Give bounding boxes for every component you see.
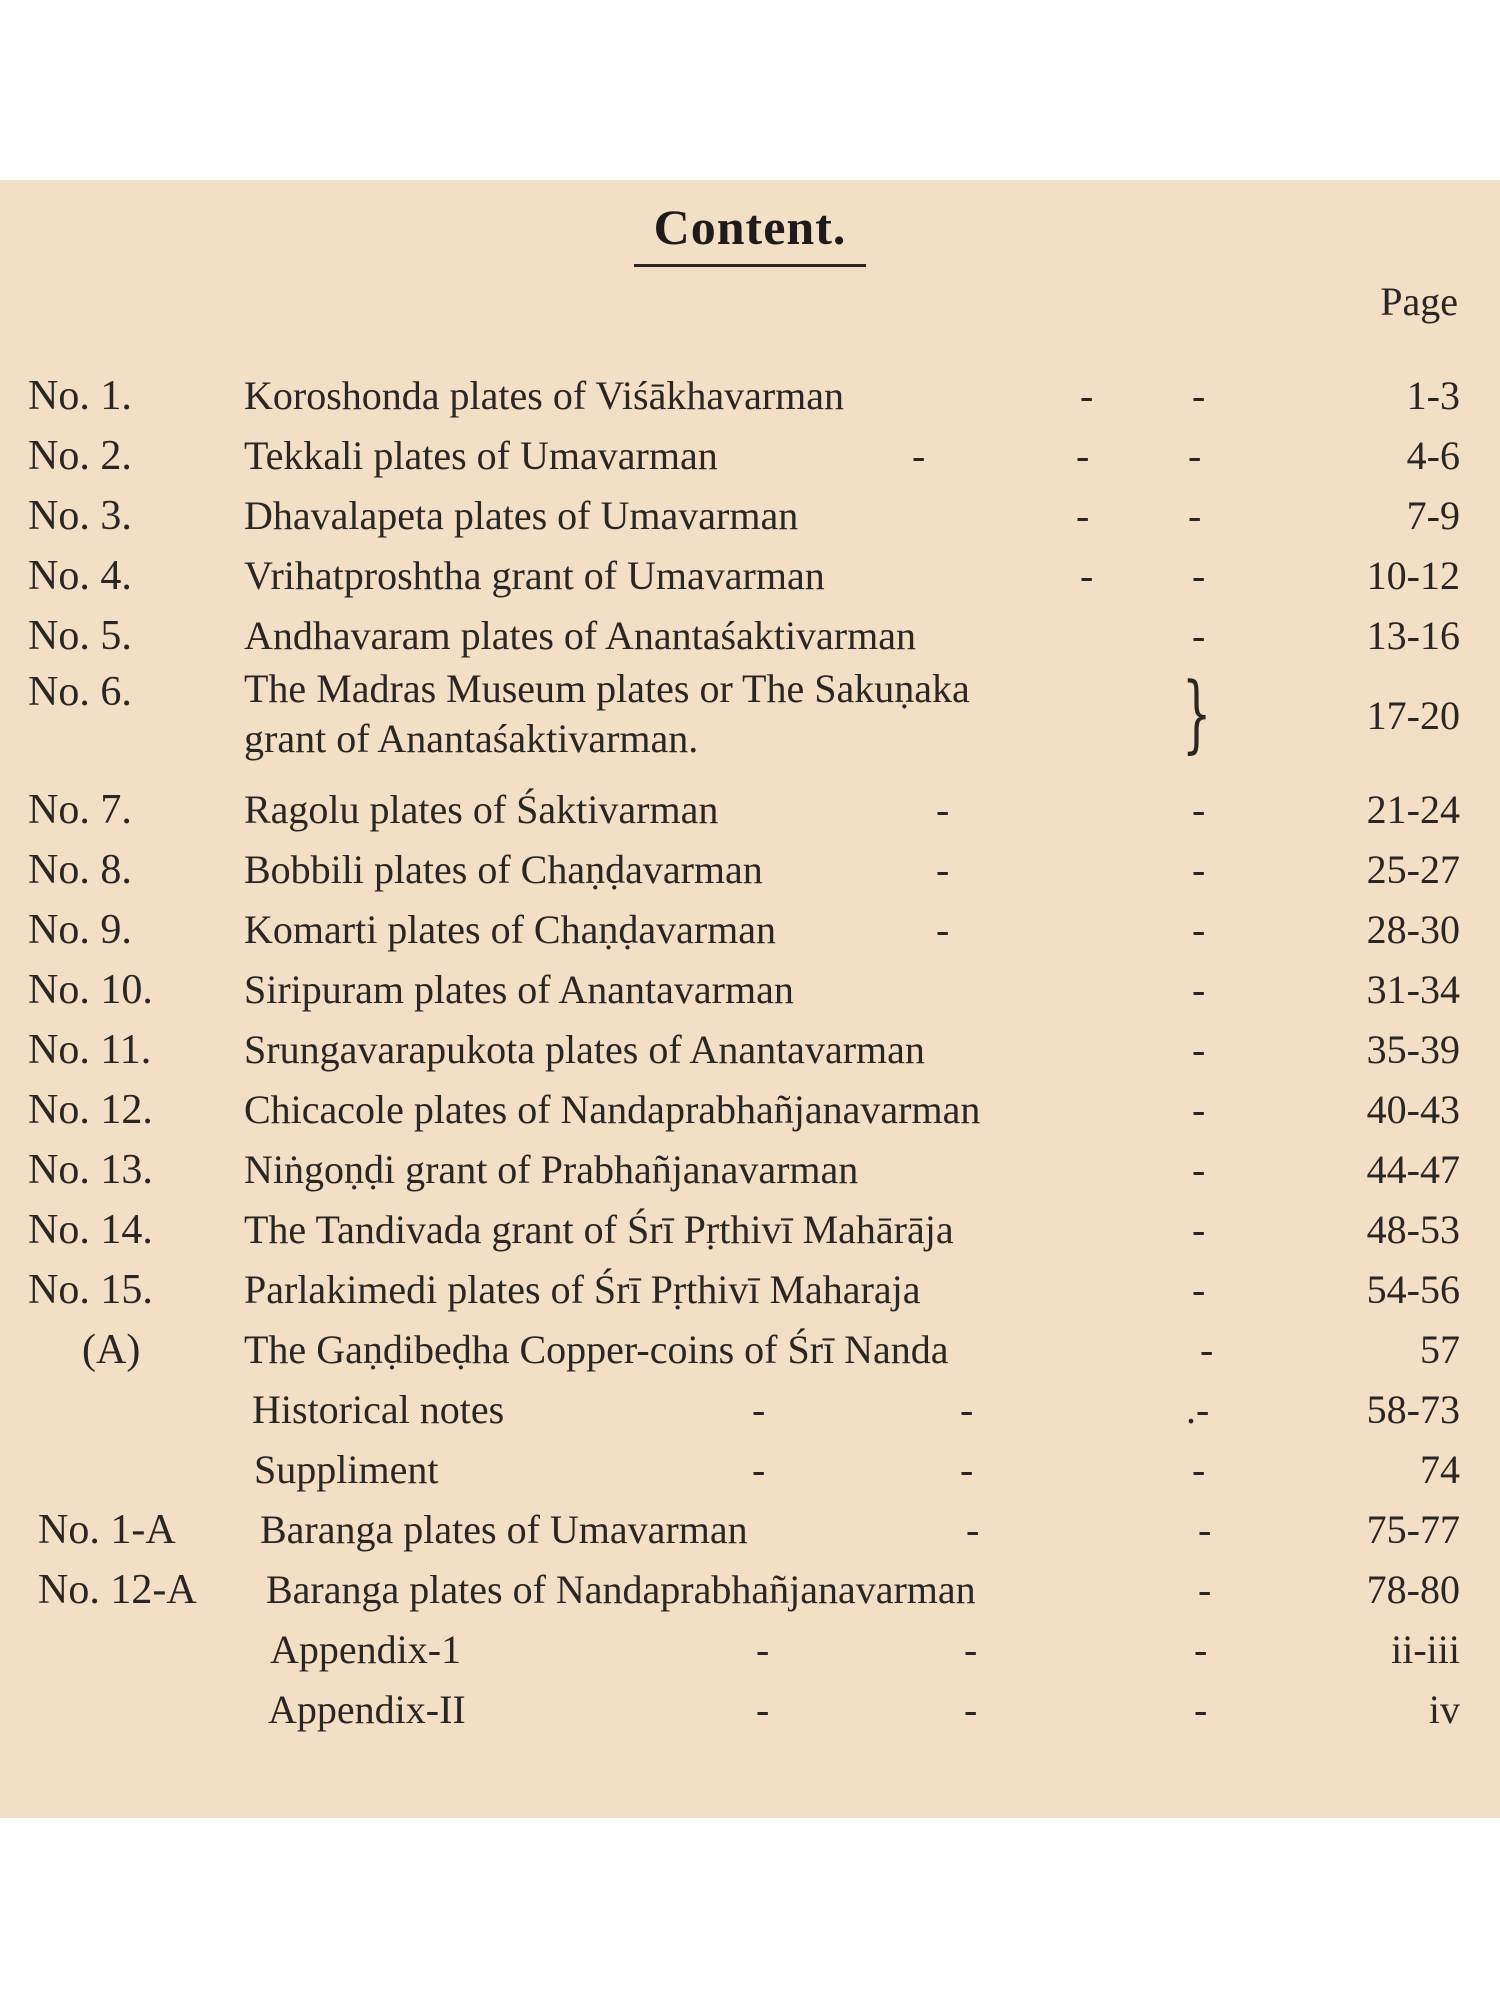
toc-entry-suppliment — [0, 1442, 1500, 1498]
entry-number: No. 14. — [28, 1207, 153, 1253]
entry-pages: 1-3 — [1406, 373, 1460, 418]
entry-title: Ragolu plates of Śaktivarman — [244, 787, 719, 832]
toc-entry-appendix-2 — [0, 1682, 1500, 1738]
leader-dash: - — [752, 1387, 766, 1432]
entry-pages: 44-47 — [1366, 1147, 1460, 1192]
entry-pages: 75-77 — [1366, 1507, 1460, 1552]
leader-dash: - — [960, 1387, 974, 1432]
toc-entry-15a — [0, 1322, 1500, 1378]
entry-title: Chicacole plates of Nandaprabhañjanavarman — [244, 1087, 981, 1132]
toc-entry-2 — [0, 428, 1500, 484]
toc-entry-7 — [0, 782, 1500, 838]
toc-entry-13 — [0, 1142, 1500, 1198]
leader-dash: - — [1080, 553, 1094, 598]
entry-pages: 13-16 — [1366, 613, 1460, 658]
leader-dash: - — [1192, 1267, 1206, 1312]
toc-entry-8 — [0, 842, 1500, 898]
entry-pages: 74 — [1420, 1447, 1460, 1492]
leader-dash: - — [1188, 433, 1202, 478]
entry-pages: 57 — [1420, 1327, 1460, 1372]
entry-pages: iv — [1428, 1687, 1460, 1732]
entry-title: Bobbili plates of Chaṇḍavarman — [244, 847, 763, 892]
entry-pages: 25-27 — [1366, 847, 1460, 892]
grouping-brace: } — [1182, 664, 1212, 762]
entry-title: Baranga plates of Nandaprabhañjanavarman — [266, 1567, 976, 1612]
entry-title: Appendix-II — [268, 1687, 466, 1732]
entry-title: Srungavarapukota plates of Anantavarman — [244, 1027, 925, 1072]
leader-dash: - — [1192, 967, 1206, 1012]
leader-dash: - — [936, 787, 950, 832]
entry-pages: 35-39 — [1366, 1027, 1460, 1072]
leader-dash: - — [1192, 553, 1206, 598]
entry-title: Baranga plates of Umavarman — [260, 1507, 748, 1552]
entry-title: The Gaṇḍibeḍha Copper-coins of Śrī Nanda — [244, 1327, 949, 1372]
leader-dash: - — [1192, 1447, 1206, 1492]
entry-pages: 28-30 — [1366, 907, 1460, 952]
leader-dash: - — [1076, 493, 1090, 538]
entry-title: Vrihatproshtha grant of Umavarman — [244, 553, 825, 598]
entry-number: No. 10. — [28, 967, 153, 1013]
title-underline — [634, 264, 866, 267]
leader-dash: - — [1076, 433, 1090, 478]
toc-entry-3 — [0, 488, 1500, 544]
entry-pages: 4-6 — [1406, 433, 1460, 478]
leader-dash: - — [1192, 1147, 1206, 1192]
entry-pages: 40-43 — [1366, 1087, 1460, 1132]
toc-entry-4 — [0, 548, 1500, 604]
entry-number: No. 1-A — [38, 1507, 176, 1553]
leader-dash: - — [1080, 373, 1094, 418]
entry-title: The Madras Museum plates or The Sakuṇaka — [244, 666, 970, 711]
leader-dash: - — [1192, 373, 1206, 418]
leader-dash: - — [912, 433, 926, 478]
toc-entry-14 — [0, 1202, 1500, 1258]
entry-title: Appendix-1 — [270, 1627, 462, 1672]
entry-title-continued: grant of Anantaśaktivarman. — [244, 716, 699, 761]
leader-dash: - — [1192, 613, 1206, 658]
leader-dash: - — [1192, 847, 1206, 892]
scanned-page — [0, 180, 1500, 1818]
entry-title: Tekkali plates of Umavarman — [244, 433, 718, 478]
entry-pages: 48-53 — [1366, 1207, 1460, 1252]
toc-entry-6 — [0, 664, 1500, 772]
entry-pages: 10-12 — [1366, 553, 1460, 598]
entry-number: No. 11. — [28, 1027, 152, 1073]
leader-dash: - — [966, 1507, 980, 1552]
entry-title: Niṅgoṇḍi grant of Prabhañjanavarman — [244, 1147, 859, 1192]
entry-title: Dhavalapeta plates of Umavarman — [244, 493, 799, 538]
leader-dash: - — [756, 1687, 770, 1732]
entry-number: No. 5. — [28, 613, 132, 659]
entry-title: Komarti plates of Chaṇḍavarman — [244, 907, 777, 952]
leader-dash: - — [1192, 1027, 1206, 1072]
leader-dash: - — [936, 847, 950, 892]
entry-pages: 58-73 — [1366, 1387, 1460, 1432]
entry-pages: 78-80 — [1366, 1567, 1460, 1612]
toc-entry-5 — [0, 608, 1500, 664]
entry-number: (A) — [82, 1327, 141, 1373]
leader-dash: - — [1194, 1687, 1208, 1732]
leader-dash: - — [1200, 1327, 1214, 1372]
entry-title-block — [244, 664, 970, 764]
entry-title: Historical notes — [252, 1387, 505, 1432]
entry-title: Koroshonda plates of Viśākhavarman — [244, 373, 845, 418]
entry-number: No. 9. — [28, 907, 132, 953]
toc-entry-appendix-1 — [0, 1622, 1500, 1678]
entry-pages: ii-iii — [1391, 1627, 1460, 1672]
leader-dash: - — [756, 1627, 770, 1672]
entry-title: Suppliment — [254, 1447, 439, 1492]
leader-dash: - — [1192, 907, 1206, 952]
toc-entry-1 — [0, 368, 1500, 424]
entry-number: No. 4. — [28, 553, 132, 599]
entry-pages: 54-56 — [1366, 1267, 1460, 1312]
leader-dash: - — [964, 1627, 978, 1672]
toc-entry-12 — [0, 1082, 1500, 1138]
leader-dash: - — [964, 1687, 978, 1732]
entry-number: No. 15. — [28, 1267, 153, 1313]
entry-pages: 17-20 — [1366, 693, 1460, 738]
entry-number: No. 2. — [28, 433, 132, 479]
leader-dash: - — [1188, 493, 1202, 538]
page-column-header: Page — [1380, 279, 1458, 324]
leader-dash: - — [1192, 787, 1206, 832]
leader-dash: - — [752, 1447, 766, 1492]
entry-number: No. 7. — [28, 787, 132, 833]
toc-entry-12a — [0, 1562, 1500, 1618]
entry-pages: 7-9 — [1406, 493, 1460, 538]
entry-number: No. 12. — [28, 1087, 153, 1133]
leader-dash: - — [936, 907, 950, 952]
entry-pages: 31-34 — [1366, 967, 1460, 1012]
entry-title: The Tandivada grant of Śrī Pṛthivī Mahārāja — [244, 1207, 954, 1252]
leader-dash: - — [1192, 1207, 1206, 1252]
toc-entry-15 — [0, 1262, 1500, 1318]
toc-entry-historical-notes — [0, 1382, 1500, 1438]
leader-dash: - — [1198, 1567, 1212, 1612]
toc-entry-9 — [0, 902, 1500, 958]
entry-title: Siripuram plates of Anantavarman — [244, 967, 794, 1012]
entry-number: No. 6. — [28, 669, 132, 715]
leader-dash: - — [1198, 1507, 1212, 1552]
leader-dash: - — [960, 1447, 974, 1492]
entry-number: No. 13. — [28, 1147, 153, 1193]
toc-entry-10 — [0, 962, 1500, 1018]
toc-entry-1a — [0, 1502, 1500, 1558]
entry-number: No. 12-A — [38, 1567, 197, 1613]
leader-dash: - — [1194, 1627, 1208, 1672]
entry-title: Parlakimedi plates of Śrī Pṛthivī Maharaja — [244, 1267, 921, 1312]
leader-dash: - — [1192, 1087, 1206, 1132]
entry-pages: 21-24 — [1366, 787, 1460, 832]
leader-dash: .- — [1186, 1387, 1210, 1432]
toc-entry-11 — [0, 1022, 1500, 1078]
entry-number: No. 1. — [28, 373, 132, 419]
page-title: Content. — [653, 199, 847, 255]
entry-title: Andhavaram plates of Anantaśaktivarman — [244, 613, 916, 658]
entry-number: No. 8. — [28, 847, 132, 893]
entry-number: No. 3. — [28, 493, 132, 539]
